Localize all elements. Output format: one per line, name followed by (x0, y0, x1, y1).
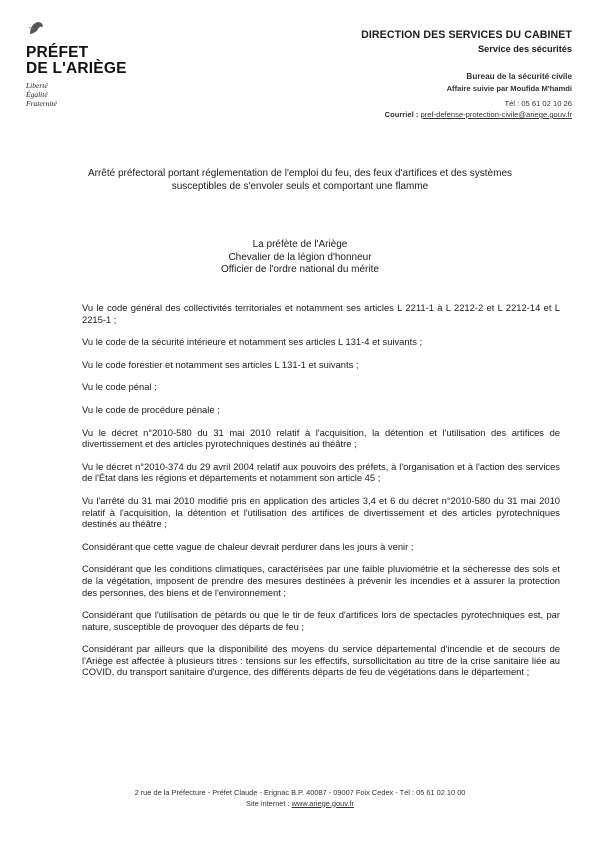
republic-motto (26, 81, 136, 108)
decree-body (82, 302, 560, 689)
footer-website-line (60, 799, 540, 810)
motto-egalite: Égalité (26, 90, 48, 99)
website-label: Site internet : (246, 798, 290, 808)
direction-name: DIRECTION DES SERVICES DU CABINET (361, 29, 572, 41)
recital-paragraph: Vu l'arrêté du 31 mai 2010 modifié pris en application des articles 3,4 et 6 du décret n°2010-580 du 31 mai 2010 relatif à l'acquisition, la détention et l'utilisation des artifices de divertissement et des articles pyrotechniques destinés au théâtre ; (82, 494, 560, 530)
recital-paragraph: Vu le code pénal ; (82, 381, 157, 393)
email-label: Courriel : (384, 110, 419, 119)
logo-prefet: PRÉFET (26, 44, 89, 61)
considering-paragraph: Considérant par ailleurs que la disponibilité des moyens du service départemental d'incendie et de secours de l'Ariège est affectée à plusieurs titres : tensions sur les effectifs, sursollicitation au titre de la crise sanitaire liée au COVID, du transport sanitaire d'urgence, des différents départs de feu de végétations dans le département ; (82, 643, 560, 678)
decree-title-line-2: susceptibles de s'envoler seuls et comportant une flamme (171, 181, 429, 192)
page-footer (60, 788, 540, 809)
recital-paragraph: Vu le code de la sécurité intérieure et notamment ses articles L 131-4 et suivants ; (82, 336, 423, 348)
recital-paragraph: Vu le décret n°2010-374 du 29 avril 2004 relatif aux pouvoirs des préfets, à l'organisation et à l'action des services de l'État dans les régions et départements et notamment son article 45 ; (82, 460, 560, 484)
website-link[interactable]: www.ariege.gouv.fr (291, 798, 354, 808)
service-name: Service des sécurités (478, 44, 572, 54)
contact-email-line (385, 110, 572, 119)
email-link[interactable]: pref-defense-protection-civile@ariege.gouv.fr (420, 110, 572, 119)
considering-paragraph: Considérant que les conditions climatiques, caractérisées par une faible pluviométrie et la sécheresse des sols et de la végétation, imposent de prendre des mesures destinées à prévenir les incendies et à assurer la protection des personnes, des biens et de l'environnement ; (82, 563, 560, 598)
considering-paragraph: Considérant que l'utilisation de pétards ou que le tir de feux d'artifices lors de spectacles pyrotechniques est, par nature, susceptible de provoquer des départs de feu ; (82, 609, 560, 632)
case-handler: Affaire suivie par Moufida M'hamdi (446, 84, 572, 93)
motto-liberte: Liberté (26, 81, 48, 90)
decree-title-line-1: Arrêté préfectoral portant réglementation de l'emploi du feu, des feux d'artifices et des systèmes (87, 168, 513, 179)
prefecture-logo (26, 20, 136, 108)
motto-fraternite: Fraternité (26, 99, 57, 108)
contact-phone: Tél : 05 61 02 10 26 (504, 99, 572, 108)
bureau-name: Bureau de la sécurité civile (466, 72, 572, 81)
logo-ariege: DE L'ARIÈGE (26, 60, 127, 77)
decree-title (50, 167, 550, 193)
recital-paragraph: Vu le décret n°2010-580 du 31 mai 2010 relatif à l'acquisition, la détention et l'utilisation des artifices de divertissement et des articles pyrotechniques destinés au théâtre ; (82, 426, 560, 450)
considering-paragraph: Considérant que cette vague de chaleur devrait perdurer dans les jours à venir ; (82, 540, 414, 552)
recital-paragraph: Vu le code général des collectivités territoriales et notamment ses articles L 2211-1 à L 2212-2 et L 2212-14 et L 2215-1 ; (82, 302, 560, 325)
marianne-icon (26, 20, 46, 36)
recital-paragraph: Vu le code forestier et notamment ses articles L 131-1 et suivants ; (82, 358, 359, 370)
recital-paragraph: Vu le code de procédure pénale ; (82, 403, 220, 415)
authority-line: Officier de l'ordre national du mérite (221, 264, 379, 275)
authority-line: Chevalier de la légion d'honneur (228, 251, 372, 263)
signing-authority (100, 239, 500, 277)
authority-line: La préfète de l'Ariège (252, 239, 348, 250)
footer-address: 2 rue de la Préfecture - Préfet Claude - Erignac B.P. 40087 - 09007 Foix Cedex - Tél : 05 61 02 10 00 (134, 788, 466, 797)
